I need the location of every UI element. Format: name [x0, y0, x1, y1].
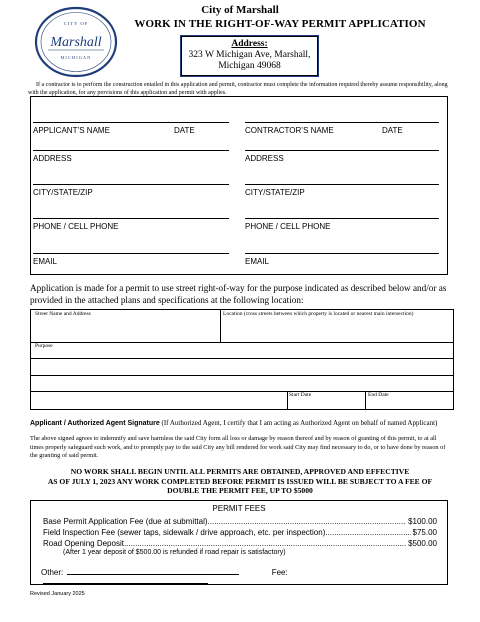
- application-statement: Application is made for a permit to use street right-of-way for the purpose indicated as described below and/or as provided in the attached plans and specifications at the following location:: [30, 283, 447, 305]
- contractor-phone-label: PHONE / CELL PHONE: [245, 222, 331, 231]
- contractor-date-label: DATE: [382, 126, 403, 135]
- signature-label: Applicant / Authorized Agent Signature: [30, 420, 160, 427]
- fee-amount: $500.00: [408, 539, 437, 548]
- fee-row-deposit: [43, 539, 437, 548]
- contractor-email-label: EMAIL: [245, 257, 270, 266]
- purpose-label: Purpose: [35, 343, 53, 349]
- table-divider: [365, 391, 366, 410]
- warning-line-2: AS OF JULY 1, 2023 ANY WORK COMPLETED BEFORE PERMIT IS ISSUED WILL BE SUBJECT TO A FEE OF: [47, 476, 433, 486]
- address-label: Address:: [231, 39, 268, 49]
- table-divider: [287, 391, 288, 410]
- contractor-city-label: CITY/STATE/ZIP: [245, 188, 305, 197]
- table-rule: [31, 358, 453, 359]
- fee-row-inspection: [43, 528, 437, 537]
- page-title: WORK IN THE RIGHT-OF-WAY PERMIT APPLICATION: [134, 18, 426, 30]
- intro-text: If a contractor is to perform the construction entailed in this application and permit, contractor must complete the information required thereby assume responsibility, along with the application, for any provisions of this application and permit with applies.: [28, 82, 448, 96]
- contractor-address-label: ADDRESS: [245, 154, 284, 163]
- applicant-email-label: EMAIL: [33, 257, 58, 266]
- applicant-address-field[interactable]: [33, 150, 229, 163]
- contractor-city-field[interactable]: [245, 184, 439, 197]
- address-line-1: 323 W Michigan Ave, Marshall,: [188, 50, 311, 60]
- contractor-email-field[interactable]: [245, 253, 439, 266]
- refund-note: (After 1 year deposit of $500.00 is refunded if road repair is satisfactory): [63, 549, 286, 556]
- svg-text:MICHIGAN: MICHIGAN: [60, 55, 92, 60]
- applicant-contractor-box: [30, 96, 448, 275]
- applicant-city-label: CITY/STATE/ZIP: [33, 188, 93, 197]
- applicant-name-field[interactable]: [33, 122, 229, 135]
- applicant-date-label: DATE: [174, 126, 195, 135]
- table-divider: [220, 310, 221, 342]
- warning-line-3: DOUBLE THE PERMIT FEE, UP TO $5000: [167, 486, 313, 496]
- fee-input-label: Fee:: [271, 568, 288, 577]
- warning-notice: [20, 467, 460, 496]
- fee-label: Base Permit Application Fee (due at submittal): [43, 517, 208, 526]
- applicant-name-label: APPLICANT’S NAME: [33, 126, 110, 135]
- address-box: [181, 36, 318, 76]
- contractor-name-label: CONTRACTOR’S NAME: [245, 126, 334, 135]
- fee-row-base: [43, 517, 437, 526]
- table-rule: [31, 342, 453, 343]
- location-label: Location (cross streets between which property is located or nearest main intersection): [223, 311, 414, 317]
- warning-line-1: NO WORK SHALL BEGIN UNTIL ALL PERMITS ARE OBTAINED, APPROVED AND EFFECTIVE: [70, 467, 410, 476]
- fee-label: Road Opening Deposit: [43, 539, 124, 548]
- other-fee-row: [41, 568, 441, 586]
- indemnify-text: The above signed agrees to indemnify and save harmless the said City form all loss or damage by reason thereof and by reason of granting of this permit, to at all times properly safeguard such work, and to promptly pay to the said City any bill rendered for work said City may find necessary to do, or to have done by reason of the granting of said permit.: [30, 435, 446, 460]
- address-line-2: Michigan 49068: [218, 61, 281, 71]
- end-date-label: End Date: [368, 392, 389, 398]
- applicant-address-label: ADDRESS: [33, 154, 72, 163]
- svg-text:Marshall: Marshall: [50, 35, 102, 50]
- table-rule: [31, 391, 453, 392]
- contractor-phone-field[interactable]: [245, 218, 439, 231]
- fees-title: PERMIT FEES: [212, 504, 266, 513]
- city-name: City of Marshall: [201, 4, 279, 16]
- contractor-name-field[interactable]: [245, 122, 439, 135]
- applicant-phone-label: PHONE / CELL PHONE: [33, 222, 119, 231]
- fee-amount: $75.00: [412, 528, 437, 537]
- revised-date: Revised January 2025: [30, 591, 85, 597]
- table-rule: [31, 375, 453, 376]
- permit-fees-box: [30, 500, 448, 585]
- applicant-phone-field[interactable]: [33, 218, 229, 231]
- signature-note: (If Authorized Agent, I certify that I am acting as Authorized Agent on behalf of named Applicant): [161, 419, 438, 427]
- svg-text:CITY OF: CITY OF: [63, 21, 89, 26]
- location-table: [30, 309, 454, 410]
- applicant-city-field[interactable]: [33, 184, 229, 197]
- fee-amount: $100.00: [408, 517, 437, 526]
- start-date-label: Start Date: [289, 392, 312, 398]
- city-seal-logo: [34, 6, 118, 78]
- signature-line[interactable]: [30, 419, 460, 427]
- fee-label: Field Inspection Fee (sewer taps, sidewalk / drive approach, etc. per inspection): [43, 528, 326, 537]
- contractor-address-field[interactable]: [245, 150, 439, 163]
- other-input-line[interactable]: [67, 574, 239, 575]
- street-address-label: Street Name and Address: [35, 311, 91, 317]
- fee-input-line[interactable]: [43, 583, 208, 584]
- applicant-email-field[interactable]: [33, 253, 229, 266]
- other-label: Other:: [41, 568, 64, 577]
